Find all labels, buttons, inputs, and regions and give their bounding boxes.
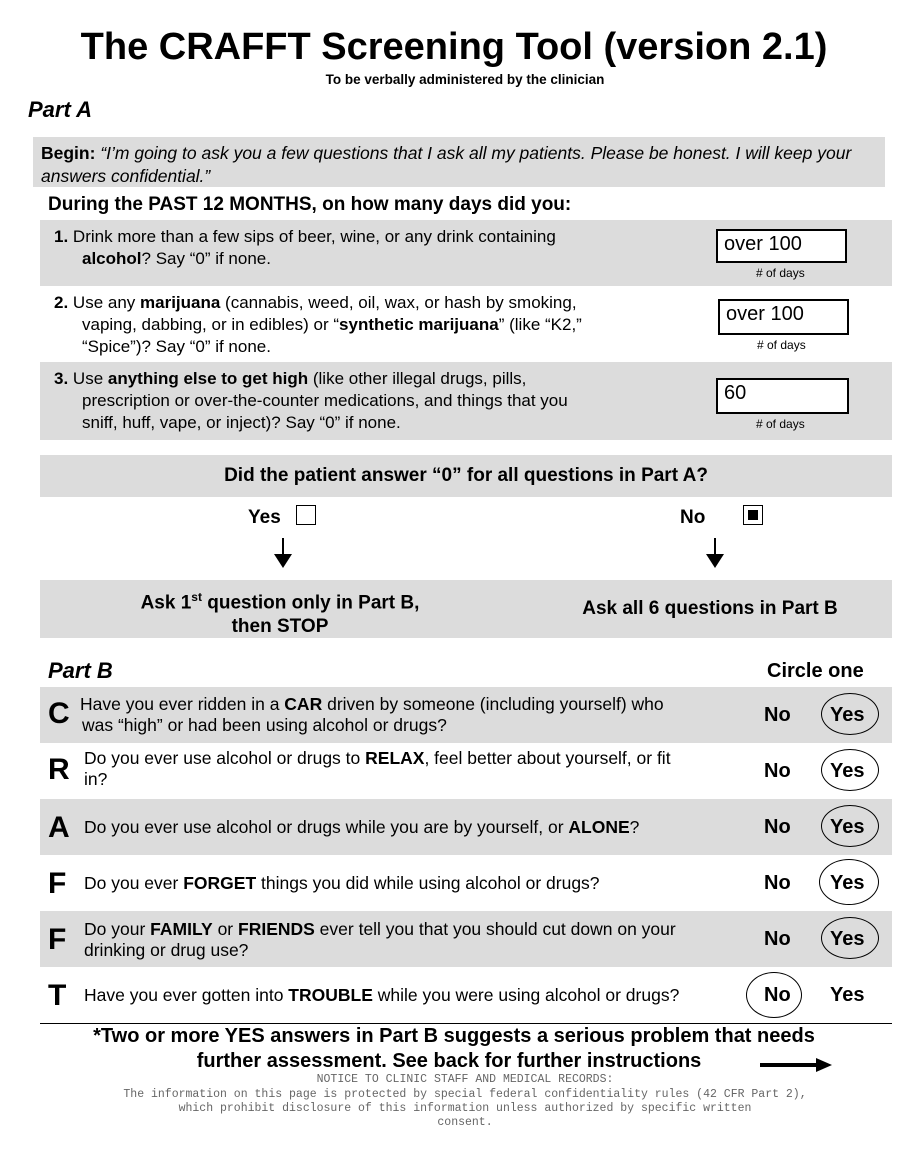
row-letter: F	[48, 867, 67, 900]
row-question: Do you ever use alcohol or drugs to RELAX, feel better about yourself, or fit in?	[84, 748, 671, 789]
notice-text: which prohibit disclosure of this information unless authorized by specific written	[178, 1102, 752, 1115]
yes-checkbox[interactable]	[296, 505, 316, 525]
part-a-heading: Part A	[28, 97, 92, 122]
no-option[interactable]: No	[764, 928, 791, 950]
ask-all-questions: Ask all 6 questions in Part B	[582, 598, 838, 619]
yes-option[interactable]: Yes	[830, 984, 865, 1006]
circled-answer-icon	[821, 693, 879, 735]
yes-option[interactable]: Yes	[830, 872, 865, 894]
ask-text: then STOP	[231, 616, 329, 638]
row-letter: R	[48, 753, 70, 786]
days-input-q1[interactable]: over 100	[716, 229, 847, 263]
crafft-row-f-forget	[40, 855, 892, 911]
begin-instruction	[33, 137, 885, 187]
question-keyword: alcohol	[82, 249, 142, 268]
question-text: Use any	[72, 293, 141, 312]
yes-option[interactable]: Yes	[830, 704, 865, 726]
crafft-row-c	[40, 687, 892, 743]
question-text: ” (like “K2,”	[498, 315, 582, 334]
question-text: (cannabis, weed, oil, wax, or hash by smoking,	[220, 293, 577, 312]
question-text: prescription or over-the-counter medications, and things that you	[82, 391, 568, 410]
days-label: # of days	[756, 417, 805, 431]
circled-answer-icon	[821, 805, 879, 847]
ask-text: question only in Part B,	[201, 592, 420, 614]
row-question: Do you ever FORGET things you did while using alcohol or drugs?	[84, 873, 600, 893]
arrow-down-icon	[706, 554, 724, 568]
days-label: # of days	[757, 338, 806, 352]
question-keyword: synthetic marijuana	[339, 315, 499, 334]
page-subtitle: To be verbally administered by the clinician	[325, 72, 605, 87]
question-text: Use	[72, 369, 108, 388]
page-title: The CRAFFT Screening Tool (version 2.1)	[80, 26, 828, 68]
yes-option[interactable]: Yes	[830, 928, 865, 950]
question-number: 1.	[54, 227, 69, 246]
yes-option[interactable]: Yes	[830, 816, 865, 838]
ask-first-question	[80, 585, 480, 639]
no-checkbox[interactable]	[743, 505, 763, 525]
no-option[interactable]: No	[764, 760, 791, 782]
yes-label: Yes	[248, 507, 281, 528]
zero-question: Did the patient answer “0” for all questions in Part A?	[40, 455, 892, 497]
no-option[interactable]: No	[764, 704, 791, 726]
part-b-heading: Part B	[48, 658, 113, 683]
begin-text: “I’m going to ask you a few questions that I ask all my patients. Please be honest. I will keep your answers confidential.”	[41, 143, 852, 186]
days-input-q2[interactable]: over 100	[718, 299, 849, 335]
notice-text: consent.	[437, 1116, 493, 1129]
notice-text: The information on this page is protected by special federal confidentiality rules (42 CFR Part 2),	[123, 1088, 807, 1101]
question-text: vaping, dabbing, or in edibles) or “	[82, 315, 340, 334]
question-keyword: marijuana	[140, 293, 221, 312]
ask-sup: st	[191, 590, 202, 604]
begin-label: Begin:	[41, 143, 96, 163]
ask-instructions	[40, 580, 892, 638]
crafft-row-r	[40, 743, 892, 799]
question-keyword: anything else to get high	[107, 369, 309, 388]
notice-heading: NOTICE TO CLINIC STAFF AND MEDICAL RECORDS:	[316, 1073, 614, 1086]
crafft-row-f-family	[40, 911, 892, 967]
ask-text: Ask 1	[140, 592, 192, 614]
row-letter: T	[48, 979, 67, 1012]
row-letter: A	[48, 811, 70, 844]
row-question: Have you ever gotten into TROUBLE while you were using alcohol or drugs?	[84, 985, 680, 1005]
circled-answer-icon	[746, 972, 802, 1018]
days-input-q3[interactable]: 60	[716, 378, 849, 414]
row-letter: C	[48, 697, 70, 730]
circled-answer-icon	[819, 859, 879, 905]
question-number: 2.	[54, 293, 69, 312]
arrow-down-icon	[274, 554, 292, 568]
no-label: No	[680, 507, 706, 528]
question-text: sniff, huff, vape, or inject)? Say “0” if none.	[82, 413, 401, 432]
row-letter: F	[48, 923, 67, 956]
no-option[interactable]: No	[764, 816, 791, 838]
during-heading: During the PAST 12 MONTHS, on how many days did you:	[48, 194, 572, 215]
question-text: (like other illegal drugs, pills,	[308, 369, 527, 388]
circled-answer-icon	[821, 749, 879, 791]
footer-divider	[40, 1023, 892, 1024]
question-text: “Spice”)? Say “0” if none.	[82, 337, 271, 356]
row-question: Do your FAMILY or FRIENDS ever tell you that you should cut down on your drinking or drug use?	[84, 919, 676, 960]
days-label: # of days	[756, 266, 805, 280]
no-option[interactable]: No	[764, 984, 791, 1006]
yes-option[interactable]: Yes	[830, 760, 865, 782]
circled-answer-icon	[821, 917, 879, 959]
question-text: Drink more than a few sips of beer, wine, or any drink containing	[72, 227, 556, 246]
question-text: ? Say “0” if none.	[141, 249, 271, 268]
row-question: Have you ever ridden in a CAR driven by someone (including yourself) who was “high” or had been using alcohol or drugs?	[80, 694, 664, 735]
crafft-row-a	[40, 799, 892, 855]
no-option[interactable]: No	[764, 872, 791, 894]
crafft-row-t	[40, 967, 892, 1023]
arrow-right-icon	[760, 1058, 832, 1072]
circle-one-label: Circle one	[767, 660, 864, 682]
row-question: Do you ever use alcohol or drugs while you are by yourself, or ALONE?	[84, 817, 640, 837]
footer-line-1: *Two or more YES answers in Part B suggests a serious problem that needs	[93, 1025, 815, 1047]
question-number: 3.	[54, 369, 69, 388]
footer-line-2: further assessment. See back for further instructions	[196, 1050, 702, 1072]
